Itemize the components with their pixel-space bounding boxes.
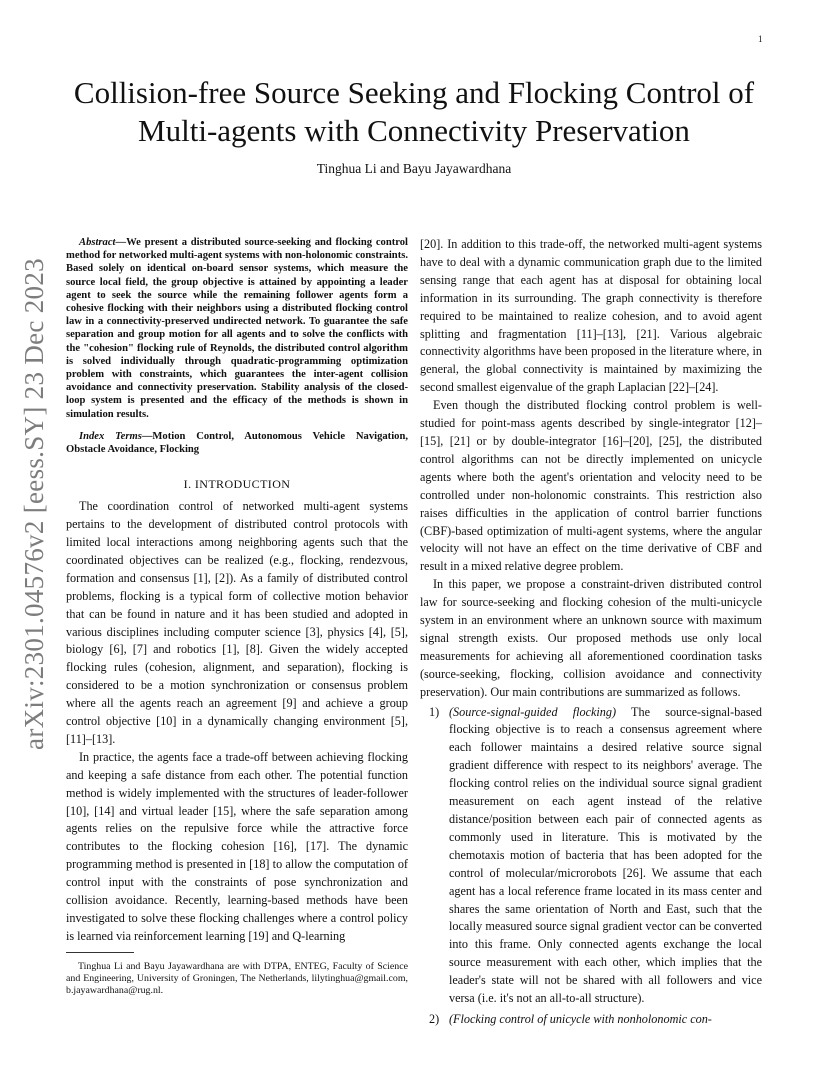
item-title: (Flocking control of unicycle with nonholonomic con-: [449, 1011, 712, 1026]
paragraph: [20]. In addition to this trade-off, the networked multi-agent systems have to deal with a dynamic communication graph due to the limited sensing range that each agent has at disposal for obtaining local information in its surrounding. The graph connectivity is therefore required to be maintained to realize cohesion, and to avoid agent splitting and fragmentation [11]–[13], [21]. Various algebraic connectivity algorithms have been proposed in the literature where, in general, the global connectivity is maintained by maximizing the second smallest eigenvalue of the graph Laplacian [22]–[24].: [420, 237, 762, 395]
right-column: [420, 236, 762, 1029]
arxiv-stamp: arXiv:2301.04576v2 [eess.SY] 23 Dec 2023: [19, 258, 49, 750]
paragraph: In this paper, we propose a constraint-driven distributed control law for source-seeking and flocking cohesion of the multi-unicycle system in an environment where an unknown source with maximum signal strength exists. Our proposed methods use only local measurements for achieving all aforementioned coordination tasks (source-seeking, flocking, collision avoidance and connectivity preservation). Our main contributions are summarized as follows.: [420, 577, 762, 699]
item-text: The source-signal-based flocking objective is to reach a consensus agreement where each follower maintains a desired relative source signal gradient difference with respect to its neighbors' average. The flocking control relies on the individual source signal gradient measurement on each agent instead of the relative distance/position between each pair of connected agents as commonly used in literature. This is motivated by the chemotaxis motion of bacteria that has been adopted for the control of molecular/microrobots [26]. We assume that each agent has a local reference frame located in its mass center and shares the same orientation of North and East, such that the locally measured source signal gradient vector can be converted into this frame. Only connected agents exchange the local source measurement with each other, which implies that the leader's state will not be shared with all followers and vice versa (i.e. it's not an all-to-all structure).: [449, 704, 762, 1006]
index-terms-text: —Motion Control, Autonomous Vehicle Navigation, Obstacle Avoidance, Flocking: [66, 430, 408, 456]
item-body: [449, 1011, 762, 1029]
paragraph: In practice, the agents face a trade-off between achieving flocking and keeping a safe distance from each other. The potential function method is widely implemented with the structures of leader-follower [10], [14] and virtual leader [15], where the safe separation among agents relies on the repulsive force while the attractive force contributes to the flocking cohesion [16], [17]. The dynamic programming method is presented in [18] to allow the computation of control input with the constraints of pose synchronization and collision avoidance. Recently, learning-based methods have been investigated to solve these flocking challenges where a control policy is learned via reinforcement learning [19] and Q-learning: [66, 749, 408, 943]
item-number: 1): [429, 704, 440, 719]
item-body: [449, 704, 762, 1008]
footnote-rule: [66, 952, 134, 953]
contribution-item: [420, 1011, 762, 1029]
footnote: Tinghua Li and Bayu Jayawardhana are with DTPA, ENTEG, Faculty of Science and Engineering, University of Groningen, The Netherlands, lilytinghua@gmail.com, b.jayawardhana@rug.nl.: [66, 960, 408, 997]
left-column: [66, 236, 408, 997]
contribution-item: [420, 704, 762, 1008]
abstract-text: —We present a distributed source-seeking and flocking control method for networked multi-agent systems with non-holonomic constraints. Based solely on identical on-board sensor systems, which measure the source local field, the group objective is attained by appointing a leader agent to seek the source while the remaining follower agents form a cohesive flocking with their neighbors using a distributed flocking control law in a connectivity-preserved undirected network. To guarantee the safe separation and group motion for all agents and to solve the conflicts with the "cohesion" flocking rule of Reynolds, the distributed control algorithm is solved individually through quadratic-programming optimization problem with constraints, which guarantees the inter-agent collision avoidance and connectivity preservation. Stability analysis of the closed-loop system is presented and the efficacy of the methods is shown in simulation results.: [66, 237, 408, 420]
index-terms: [66, 430, 408, 456]
abstract: [66, 236, 408, 421]
paragraph: The coordination control of networked multi-agent systems pertains to the development of distributed control protocols with limited local interactions among neighboring agents such that the coordinated objectives can be realized (e.g., flocking, rendezvous, formation and consensus [1], [2]). As a family of distributed control problems, flocking is a typical form of collective motion behavior that can be found in nature and it has been studied and adopted in various disciplines including computer science [3], physics [4], [5], biology [6], [7] and robotics [1], [8]. Given the widely accepted flocking rules (cohesion, alignment, and separation), flocking is considered to be a motion synchronization or consensus problem where all the agents reach an agreement [9] and achieve a group control objective [10] in a dynamically changing environment [5], [11]–[13].: [66, 499, 408, 746]
abstract-label: Abstract: [79, 237, 116, 248]
section-heading: I. INTRODUCTION: [183, 477, 291, 492]
page-number: 1: [758, 34, 763, 44]
paper-title: Collision-free Source Seeking and Flocking Control of Multi-agents with Connectivity Preservation: [73, 75, 755, 148]
index-terms-label: Index Terms: [79, 430, 142, 442]
paper-authors: Tinghua Li and Bayu Jayawardhana: [316, 161, 512, 176]
item-title: (Source-signal-guided flocking): [449, 704, 617, 719]
item-number: 2): [429, 1011, 440, 1026]
paragraph: Even though the distributed flocking control problem is well-studied for point-mass agents described by single-integrator [12]–[15], [21] or by double-integrator [16]–[20], [25], the distributed control algorithms can not be directly implemented on unicycle agents where both the agent's orientation and velocity need to be controlled under non-holonomic constraints. This restriction also raises difficulties in the application of control barrier functions (CBF)-based optimization of multi-agent systems, where the angular velocity will not have an effect on the time derivative of CBF and result in a mixed relative degree problem.: [420, 398, 762, 574]
